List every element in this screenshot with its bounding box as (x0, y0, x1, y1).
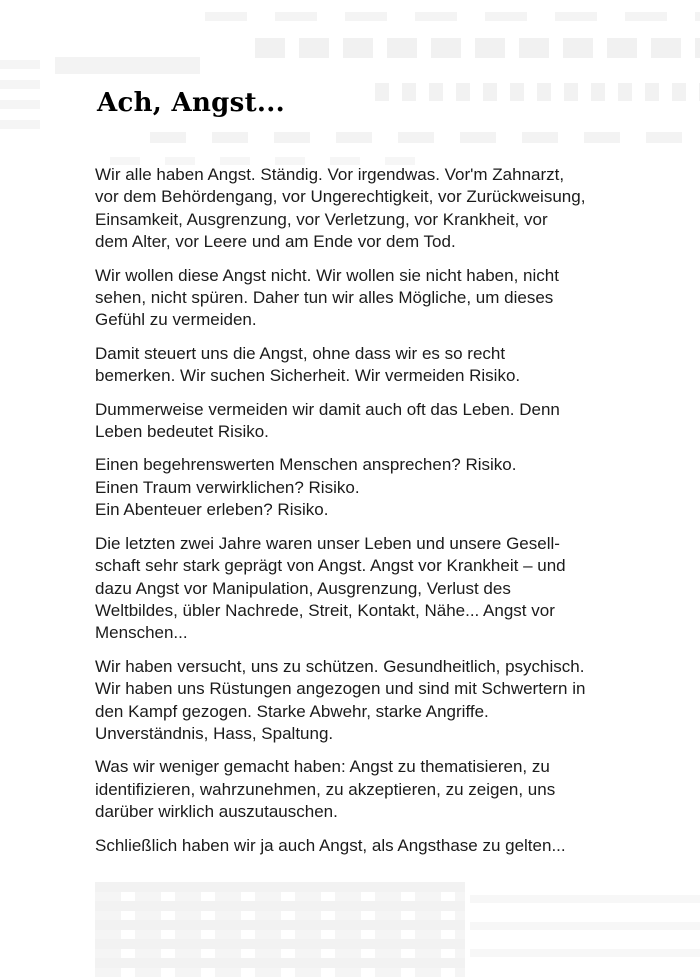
paragraph-6: Die letzten zwei Jahre waren unser Leben und unsere Gesell- schaft sehr stark geprägt von Angst. Angst vor Krankheit – und dazu Angst vor Manipulation, Ausgrenzung, Verlust des Weltbildes, übler Nachrede, Streit, Kontakt, Nähe... Angst vor Menschen... (95, 533, 566, 643)
scan-artifact (205, 12, 700, 21)
scan-artifact (375, 83, 700, 101)
scan-artifact (255, 38, 700, 58)
scan-artifact (150, 132, 700, 143)
scan-artifact (470, 895, 700, 975)
paragraph-5: Einen begehrenswerten Menschen ansprechen? Risiko. Einen Traum verwirklichen? Risiko. Ein Abenteuer erleben? Risiko. (95, 455, 517, 520)
paragraph-7: Wir haben versucht, uns zu schützen. Gesundheitlich, psychisch. Wir haben uns Rüstungen angezogen und sind mit Schwertern in den Kampf gezogen. Starke Abwehr, starke Angriffe. Unverständnis, Hass, Spaltung. (95, 656, 586, 743)
scan-artifact (55, 57, 200, 74)
page-title: Ach, Angst... (97, 88, 285, 118)
paragraph-4: Dummerweise vermeiden wir damit auch oft das Leben. Denn Leben bedeutet Risiko. (95, 399, 560, 442)
paragraph-3: Damit steuert uns die Angst, ohne dass wir es so recht bemerken. Wir suchen Sicherheit. Wir vermeiden Risiko. (95, 343, 521, 386)
scan-artifact (0, 60, 40, 130)
document-body (95, 164, 643, 868)
paragraph-2: Wir wollen diese Angst nicht. Wir wollen sie nicht haben, nicht sehen, nicht spüren. Daher tun wir alles Mögliche, um dieses Gefühl zu vermeiden. (95, 265, 559, 330)
scan-artifact (95, 882, 465, 977)
paragraph-1: Wir alle haben Angst. Ständig. Vor irgendwas. Vor'm Zahnarzt, vor dem Behördengang, vor Ungerechtigkeit, vor Zurückweisung, Einsamkeit, Ausgrenzung, vor Verletzung, vor Krankheit, vor dem Alter, vor Leere und am Ende vor dem Tod. (95, 165, 586, 252)
paragraph-8: Was wir weniger gemacht haben: Angst zu thematisieren, zu identifizieren, wahrzunehmen, zu akzeptieren, zu zeigen, uns darüber wirklich auszutauschen. (95, 757, 556, 822)
paragraph-9: Schließlich haben wir ja auch Angst, als Angsthase zu gelten... (95, 835, 566, 855)
